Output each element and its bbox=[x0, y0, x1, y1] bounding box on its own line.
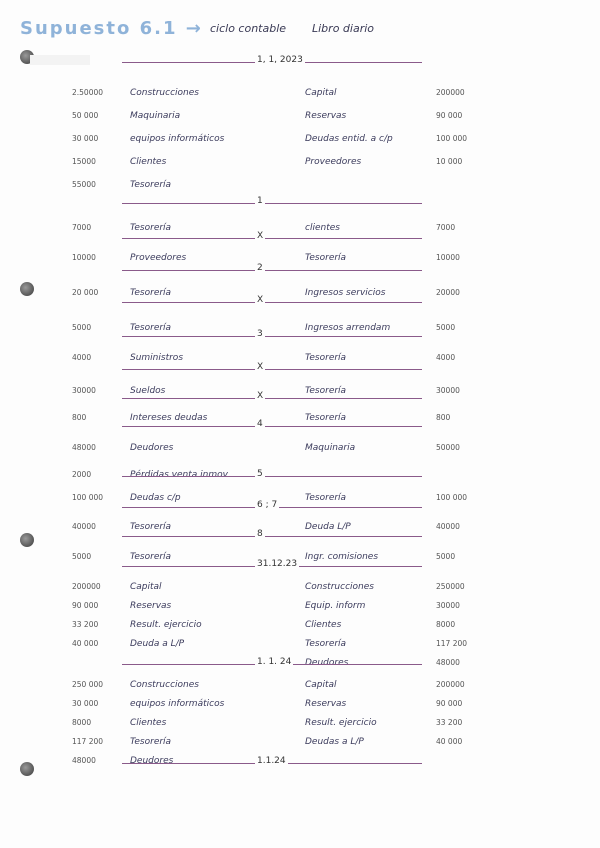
debit-amount: 90 000 bbox=[72, 601, 99, 610]
debit-account: Tesorería bbox=[130, 522, 172, 532]
credit-amount: 50000 bbox=[436, 443, 460, 452]
debit-account: Intereses deudas bbox=[130, 413, 208, 423]
debit-account: equipos informáticos bbox=[130, 134, 225, 144]
credit-amount: 90 000 bbox=[436, 699, 463, 708]
debit-amount: 7000 bbox=[72, 223, 92, 232]
credit-amount: 20000 bbox=[436, 288, 460, 297]
entry-separator bbox=[122, 238, 422, 239]
subtitle-cycle: ciclo contable bbox=[210, 22, 287, 35]
credit-amount: 40 000 bbox=[436, 737, 463, 746]
debit-account: equipos informáticos bbox=[130, 699, 225, 709]
debit-account: Pérdidas venta inmov bbox=[130, 470, 228, 480]
debit-amount: 100 000 bbox=[72, 493, 104, 502]
entry-date-label: 2 bbox=[257, 263, 263, 273]
entry-date-label: 1.1.24 bbox=[257, 756, 286, 766]
credit-account: Deudas a L/P bbox=[305, 737, 364, 747]
entry-date-label: X bbox=[257, 295, 264, 305]
credit-amount: 200000 bbox=[436, 680, 465, 689]
debit-account: Clientes bbox=[130, 157, 167, 167]
debit-amount: 15000 bbox=[72, 157, 96, 166]
credit-amount: 33 200 bbox=[436, 718, 463, 727]
debit-amount: 20 000 bbox=[72, 288, 99, 297]
credit-account: Construcciones bbox=[305, 582, 374, 592]
debit-account: Capital bbox=[130, 582, 162, 592]
credit-account: Tesorería bbox=[305, 386, 347, 396]
debit-amount: 5000 bbox=[72, 323, 92, 332]
credit-account: Maquinaria bbox=[305, 443, 356, 453]
debit-amount: 8000 bbox=[72, 718, 92, 727]
debit-amount: 5000 bbox=[72, 552, 92, 561]
entry-date-label: 1, 1, 2023 bbox=[257, 55, 303, 65]
binder-hole-icon bbox=[20, 762, 34, 776]
debit-amount: 30000 bbox=[72, 386, 96, 395]
debit-amount: 50 000 bbox=[72, 111, 99, 120]
redacted-area bbox=[30, 55, 90, 65]
debit-amount: 10000 bbox=[72, 253, 96, 262]
credit-amount: 5000 bbox=[436, 552, 456, 561]
debit-account: Tesorería bbox=[130, 180, 172, 190]
credit-account: Deuda L/P bbox=[305, 522, 351, 532]
debit-account: Reservas bbox=[130, 601, 172, 611]
entry-date-label: X bbox=[257, 362, 264, 372]
credit-account: Tesorería bbox=[305, 253, 347, 263]
credit-account: Tesorería bbox=[305, 639, 347, 649]
debit-amount: 40000 bbox=[72, 522, 96, 531]
credit-account: Tesorería bbox=[305, 353, 347, 363]
entry-date-label: 1. 1. 24 bbox=[257, 657, 292, 667]
credit-account: Deudores bbox=[305, 658, 349, 668]
credit-account: Clientes bbox=[305, 620, 342, 630]
debit-account: Deuda a L/P bbox=[130, 639, 185, 649]
debit-account: Tesorería bbox=[130, 223, 172, 233]
entry-date-label: 1 bbox=[257, 196, 263, 206]
debit-amount: 117 200 bbox=[72, 737, 104, 746]
credit-amount: 117 200 bbox=[436, 639, 468, 648]
binder-hole-icon bbox=[20, 533, 34, 547]
entry-separator bbox=[122, 398, 422, 399]
debit-amount: 48000 bbox=[72, 443, 96, 452]
entry-separator bbox=[122, 476, 422, 477]
entry-date-label: X bbox=[257, 391, 264, 401]
entry-date-label: 6 ; 7 bbox=[257, 500, 278, 510]
credit-account: Capital bbox=[305, 680, 337, 690]
debit-amount: 2000 bbox=[72, 470, 92, 479]
debit-account: Result. ejercicio bbox=[130, 620, 202, 630]
credit-account: clientes bbox=[305, 223, 340, 233]
credit-amount: 100 000 bbox=[436, 493, 468, 502]
credit-account: Result. ejercicio bbox=[305, 718, 377, 728]
entry-separator bbox=[122, 536, 422, 537]
debit-account: Construcciones bbox=[130, 680, 199, 690]
credit-amount: 250000 bbox=[436, 582, 465, 591]
debit-account: Proveedores bbox=[130, 253, 187, 263]
credit-account: Capital bbox=[305, 88, 337, 98]
credit-amount: 90 000 bbox=[436, 111, 463, 120]
credit-amount: 200000 bbox=[436, 88, 465, 97]
debit-amount: 200000 bbox=[72, 582, 101, 591]
entry-separator bbox=[122, 270, 422, 271]
entry-separator bbox=[122, 369, 422, 370]
debit-account: Maquinaria bbox=[130, 111, 181, 121]
entry-separator bbox=[122, 203, 422, 204]
credit-amount: 30000 bbox=[436, 386, 460, 395]
debit-amount: 48000 bbox=[72, 756, 96, 765]
credit-amount: 10000 bbox=[436, 253, 460, 262]
credit-account: Tesorería bbox=[305, 413, 347, 423]
entry-separator bbox=[122, 302, 422, 303]
credit-amount: 800 bbox=[436, 413, 451, 422]
credit-amount: 40000 bbox=[436, 522, 460, 531]
credit-amount: 8000 bbox=[436, 620, 456, 629]
credit-account: Ingresos servicios bbox=[305, 288, 386, 298]
debit-amount: 4000 bbox=[72, 353, 92, 362]
binder-hole-icon bbox=[20, 282, 34, 296]
credit-amount: 48000 bbox=[436, 658, 460, 667]
credit-account: Ingresos arrendam bbox=[305, 323, 391, 333]
debit-amount: 55000 bbox=[72, 180, 96, 189]
credit-amount: 4000 bbox=[436, 353, 456, 362]
credit-account: Reservas bbox=[305, 111, 347, 121]
debit-account: Tesorería bbox=[130, 288, 172, 298]
credit-account: Tesorería bbox=[305, 493, 347, 503]
page-title: Supuesto 6.1 → bbox=[20, 18, 203, 39]
debit-amount: 33 200 bbox=[72, 620, 99, 629]
credit-amount: 7000 bbox=[436, 223, 456, 232]
debit-account: Clientes bbox=[130, 718, 167, 728]
credit-account: Ingr. comisiones bbox=[305, 552, 379, 562]
debit-account: Tesorería bbox=[130, 552, 172, 562]
credit-account: Deudas entid. a c/p bbox=[305, 134, 393, 144]
debit-amount: 250 000 bbox=[72, 680, 104, 689]
debit-amount: 30 000 bbox=[72, 134, 99, 143]
entry-date-label: X bbox=[257, 231, 264, 241]
credit-account: Reservas bbox=[305, 699, 347, 709]
credit-amount: 100 000 bbox=[436, 134, 468, 143]
credit-amount: 10 000 bbox=[436, 157, 463, 166]
debit-account: Construcciones bbox=[130, 88, 199, 98]
entry-date-label: 3 bbox=[257, 329, 263, 339]
subtitle-journal: Libro diario bbox=[312, 22, 375, 35]
debit-amount: 2.50000 bbox=[72, 88, 104, 97]
credit-account: Proveedores bbox=[305, 157, 362, 167]
debit-account: Deudas c/p bbox=[130, 493, 181, 503]
debit-amount: 40 000 bbox=[72, 639, 99, 648]
debit-account: Tesorería bbox=[130, 737, 172, 747]
entry-separator bbox=[122, 336, 422, 337]
credit-amount: 30000 bbox=[436, 601, 460, 610]
entry-date-label: 31.12.23 bbox=[257, 559, 298, 569]
entry-date-label: 5 bbox=[257, 469, 263, 479]
debit-account: Suministros bbox=[130, 353, 184, 363]
entry-separator bbox=[122, 426, 422, 427]
debit-account: Deudores bbox=[130, 756, 174, 766]
credit-account: Equip. inform bbox=[305, 601, 366, 611]
debit-account: Deudores bbox=[130, 443, 174, 453]
credit-amount: 5000 bbox=[436, 323, 456, 332]
entry-date-label: 8 bbox=[257, 529, 263, 539]
entry-date-label: 4 bbox=[257, 419, 263, 429]
debit-account: Sueldos bbox=[130, 386, 166, 396]
debit-amount: 30 000 bbox=[72, 699, 99, 708]
debit-account: Tesorería bbox=[130, 323, 172, 333]
debit-amount: 800 bbox=[72, 413, 87, 422]
